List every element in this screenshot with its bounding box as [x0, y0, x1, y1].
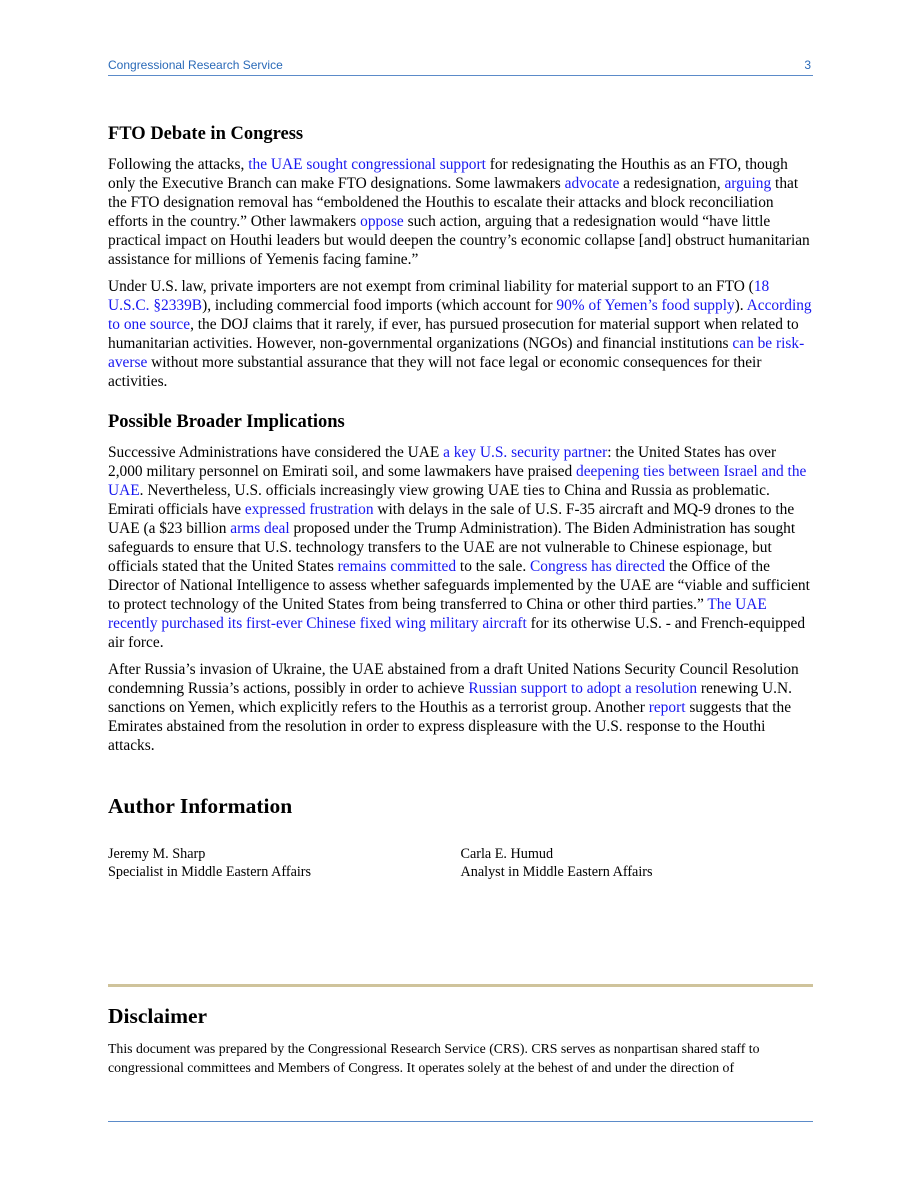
link-according-to-source[interactable]: According to one source [108, 297, 812, 333]
text-run: After Russia’s invasion of Ukraine, the UAE abstained from a draft United Nations Security Council Resolution condemning Russia’s actions, possibly in order to achieve [108, 661, 799, 697]
author-entry [461, 845, 814, 881]
disclaimer-heading: Disclaimer [108, 1004, 208, 1028]
text-run: ). [734, 297, 747, 314]
link-advocate[interactable]: advocate [564, 175, 620, 192]
link-uae-congressional-support[interactable]: the UAE sought congressional support [248, 156, 486, 173]
link-oppose[interactable]: oppose [360, 213, 404, 230]
link-risk-averse[interactable]: can be risk-averse [108, 335, 805, 371]
link-russian-support[interactable]: Russian support to adopt a resolution [468, 680, 698, 697]
main-content [108, 121, 813, 881]
text-run: without more substantial assurance that they will not face legal or economic consequences for their activities. [108, 354, 762, 390]
text-run: such action, arguing that a redesignation would “have little practical impact on Houthi leaders but would deepen the country’s economic collapse [and] obstruct humanitarian assistance for millions of Yemenis facing famine.” [108, 213, 810, 268]
text-run: , the DOJ claims that it rarely, if ever, has pursued prosecution for material support when related to humanitarian activities. However, non-governmental organizations (NGOs) and financial institutions [108, 316, 799, 352]
link-israel-uae-ties[interactable]: deepening ties between Israel and the UAE [108, 463, 807, 499]
link-arguing[interactable]: arguing [724, 175, 772, 192]
text-run: a redesignation, [619, 175, 725, 192]
author-title: Specialist in Middle Eastern Affairs [108, 864, 312, 880]
author-name: Carla E. Humud [460, 846, 554, 862]
header-title: Congressional Research Service [108, 58, 283, 72]
link-security-partner[interactable]: a key U.S. security partner [443, 444, 608, 461]
link-congress-directed[interactable]: Congress has directed [530, 558, 666, 575]
running-header [108, 58, 813, 76]
paragraph-implications-1 [108, 443, 813, 652]
author-entry [108, 845, 461, 881]
page-number: 3 [804, 58, 811, 72]
link-chinese-aircraft[interactable]: The UAE recently purchased its first-ever Chinese fixed wing military aircraft [108, 596, 767, 632]
text-run: with delays in the sale of U.S. F-35 aircraft and MQ-9 drones to the UAE (a $23 billion [108, 501, 795, 537]
disclaimer-text: This document was prepared by the Congressional Research Service (CRS). CRS serves as nonpartisan shared staff to congressional committees and Members of Congress. It operates solely at the behest of and under the direction of [108, 1041, 760, 1075]
disclaimer-divider [108, 984, 813, 987]
text-run: for its otherwise U.S. - and French-equipped air force. [108, 615, 806, 651]
text-run: the Office of the Director of National Intelligence to assess whether safeguards implemented by the UAE are “viable and sufficient to protect technology of the United States from being transferred to China or other third parties.” [108, 558, 810, 613]
link-expressed-frustration[interactable]: expressed frustration [244, 501, 374, 518]
disclaimer-section [108, 1001, 813, 1085]
paragraph-implications-2 [108, 660, 813, 755]
link-arms-deal[interactable]: arms deal [230, 520, 290, 537]
link-report[interactable]: report [648, 699, 686, 716]
text-run: renewing U.N. sanctions on Yemen, which explicitly refers to the Houthis as a terrorist group. Another [108, 680, 792, 716]
text-run: suggests that the Emirates abstained from the resolution in order to express displeasure with the U.S. response to the Houthi attacks. [108, 699, 792, 754]
text-run: for redesignating the Houthis as an FTO, though only the Executive Branch can make FTO designations. Some lawmakers [108, 156, 788, 192]
text-run: that the FTO designation removal has “emboldened the Houthis to escalate their attacks and block reconciliation efforts in the country.” Other lawmakers [108, 175, 799, 230]
author-title: Analyst in Middle Eastern Affairs [460, 864, 653, 880]
section-heading-fto: FTO Debate in Congress [108, 124, 304, 144]
text-run: ), including commercial food imports (which account for [202, 297, 557, 314]
author-name: Jeremy M. Sharp [108, 846, 206, 862]
link-usc-2339b[interactable]: 18 U.S.C. §2339B [108, 278, 770, 314]
text-run: Successive Administrations have considered the UAE [108, 444, 444, 461]
text-run: : the United States has over 2,000 military personnel on Emirati soil, and some lawmakers have praised [108, 444, 777, 480]
author-information-heading: Author Information [108, 794, 293, 818]
link-remains-committed[interactable]: remains committed [337, 558, 457, 575]
paragraph-fto-2 [108, 277, 813, 391]
text-run: to the sale. [456, 558, 531, 575]
author-list [108, 845, 813, 881]
text-run: proposed under the Trump Administration). The Biden Administration has sought safeguards to ensure that U.S. technology transfers to the UAE are not vulnerable to Chinese espionage, but officials stated that the United States [108, 520, 796, 575]
text-run: Following the attacks, [108, 156, 249, 173]
paragraph-fto-1 [108, 155, 813, 269]
text-run: Under U.S. law, private importers are not exempt from criminal liability for material support to an FTO ( [108, 278, 754, 295]
section-heading-implications: Possible Broader Implications [108, 412, 345, 432]
link-yemen-food-supply[interactable]: 90% of Yemen’s food supply [556, 297, 735, 314]
text-run: . Nevertheless, U.S. officials increasingly view growing UAE ties to China and Russia as problematic. Emirati officials have [108, 482, 770, 518]
footer-divider [108, 1121, 813, 1122]
